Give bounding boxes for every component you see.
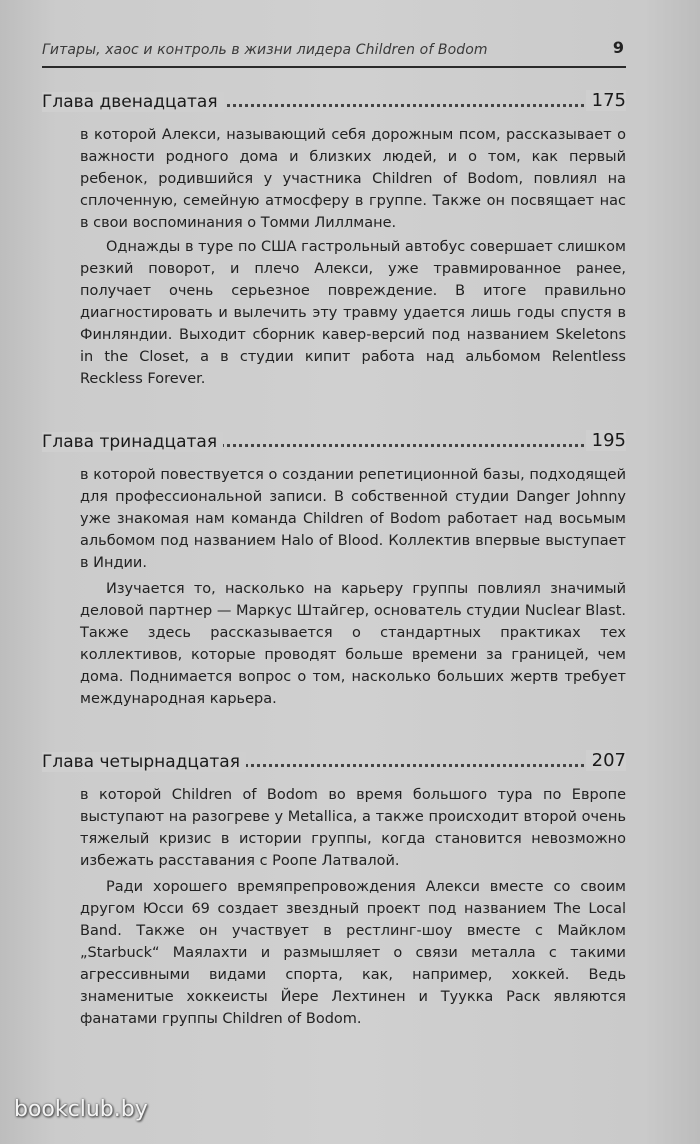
chapter-12-summary-1: в которой Алекси, называющий себя дорожным псом, рассказывает о важности родного дома и близких людей, и о том, как первый ребенок, родившийся у участника Children of Bodom, повлиял на сплоченную, семейную атмосферу в группе. Также он посвящает нас в свои воспоминания о Томми Лиллмане. (80, 127, 626, 231)
watermark-logo: bookclub.by (14, 1097, 148, 1122)
chapter-title: Глава двенадцатая (42, 92, 224, 112)
page-number: 9 (612, 38, 624, 57)
toc-entry-chapter-12 (42, 92, 626, 118)
chapter-page-number: 195 (586, 430, 626, 451)
chapter-page-number: 175 (586, 90, 626, 111)
chapter-13-summary-1: в которой повествуется о создании репетиционной базы, подходящей для профессиональной записи. В собственной студии Danger Johnny уже знакомая нам команда Children of Bodom работает над восьмым альбомом под названием Halo of Blood. Коллектив впервые выступает в Индии. (80, 467, 626, 571)
chapter-14-summary-2: Ради хорошего времяпрепровождения Алекси вместе со своим другом Юсси 69 создает звездный проект под названием The Local Band. Также он участвует в рестлинг-шоу вместе с Майклом „Starbuck“ Маялахти и размышляет о связи металла с такими агрессивными видами спорта, как, например, хоккей. Ведь знаменитые хоккеисты Йере Лехтинен и Туукка Раск являются фанатами группы Children of Bodom. (80, 879, 626, 1027)
chapter-page-number: 207 (586, 750, 626, 771)
running-header (42, 38, 626, 68)
header-title: Гитары, хаос и контроль в жизни лидера Children of Bodom (42, 42, 488, 58)
chapter-13-summary-2: Изучается то, насколько на карьеру группы повлиял значимый деловой партнер — Маркус Штайгер, основатель студии Nuclear Blast. Также здесь рассказывается о стандартных практиках тех коллективов, которые проводят больше времени за границей, чем дома. Поднимается вопрос о том, насколько больших жертв требует международная карьера. (80, 581, 626, 707)
chapter-title: Глава тринадцатая (42, 432, 223, 452)
chapter-title: Глава четырнадцатая (42, 752, 246, 772)
chapter-14-summary-1: в которой Children of Bodom во время большого тура по Европе выступают на разогреве у Metallica, а также происходит второй очень тяжелый кризис в истории группы, когда становится невозможно избежать расставания с Роопе Латвалой. (80, 787, 626, 869)
toc-entry-chapter-13 (42, 432, 626, 458)
chapter-12-summary-2: Однажды в туре по США гастрольный автобус совершает слишком резкий поворот, и плечо Алекси, уже травмированное ранее, получает очень серьезное повреждение. В итоге правильно диагностировать и вылечить эту травму удается лишь годы спустя в Финляндии. Выходит сборник кавер-версий под названием Skeletons in the Closet, а в студии кипит работа над альбомом Relentless Reckless Forever. (80, 239, 626, 387)
toc-entry-chapter-14 (42, 752, 626, 778)
